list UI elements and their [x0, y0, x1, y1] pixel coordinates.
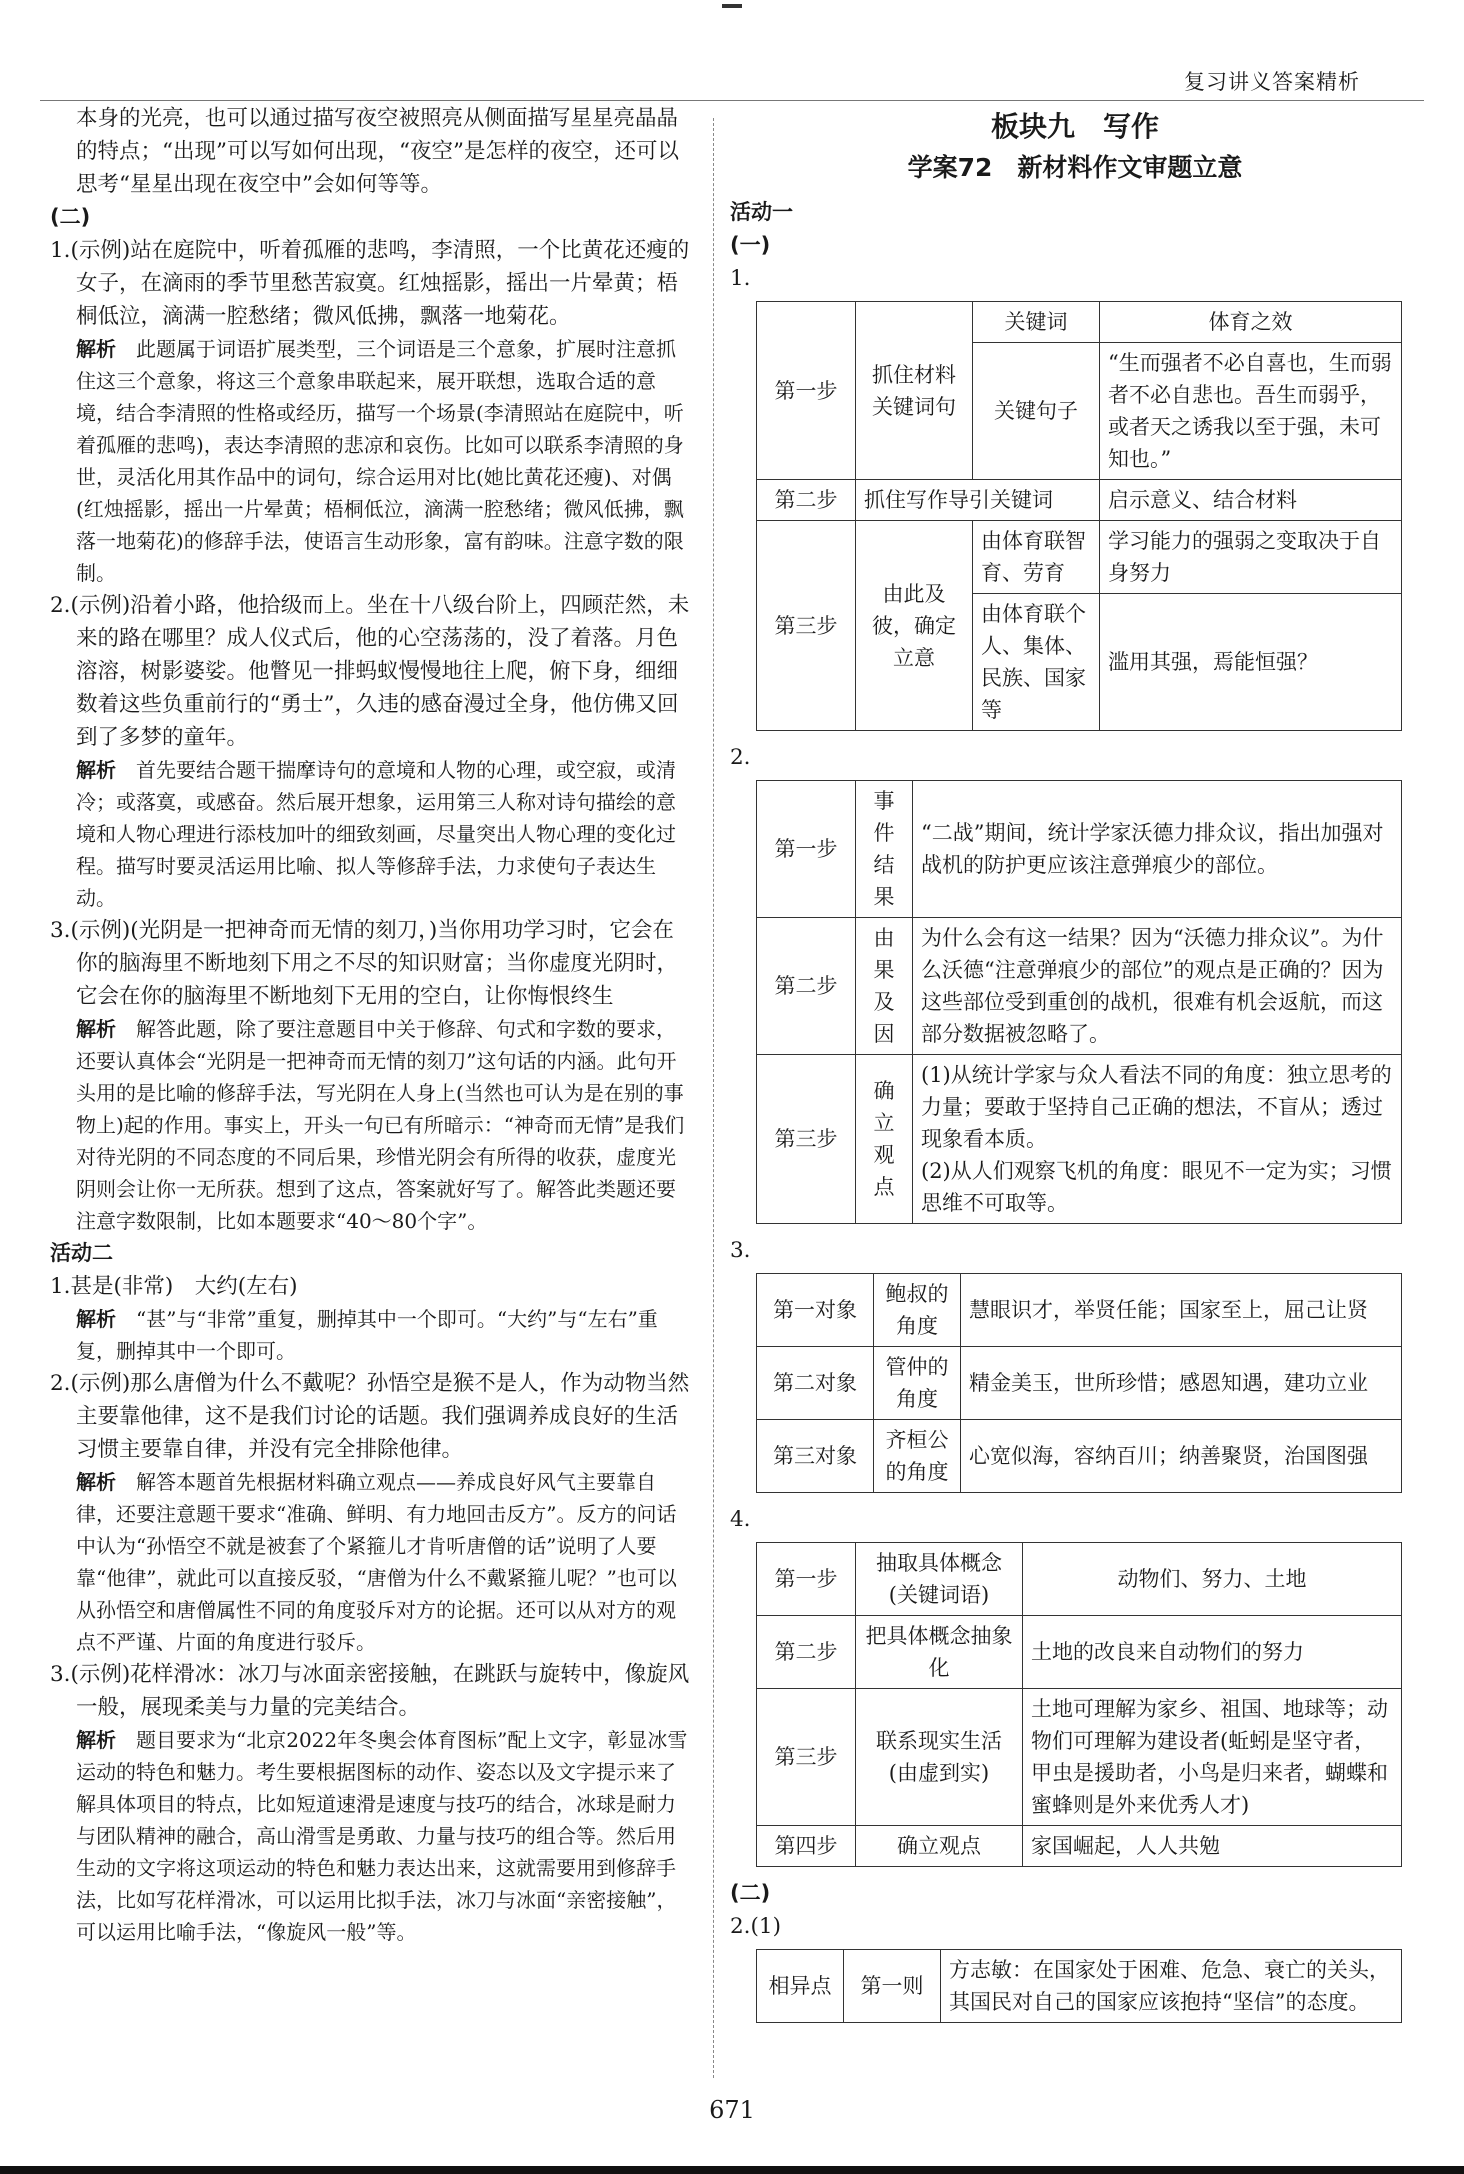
t2-content-line2: (2)从人们观察飞机的角度：眼见不一定为实；习惯思维不可取等。: [921, 1159, 1392, 1215]
t4-content: 土地可理解为家乡、祖国、地球等；动物们可理解为建设者(蚯蚓是坚守者，甲虫是援助者，小鸟是归来者，蝴蝶和蜜蜂则是外来优秀人才): [1023, 1689, 1402, 1826]
t4-content: 土地的改良来自动物们的努力: [1023, 1616, 1402, 1689]
analysis-text: 首先要结合题干揣摩诗句的意境和人物的心理，或空寂，或清冷；或落寞，或感奋。然后展开想象，运用第三人称对诗句描绘的意境和人物心理进行添枝加叶的细致刻画，尽量突出人物心理的变化过程。描写时要灵活运用比喻、拟人等修辞手法，力求使句子表达生动。: [76, 758, 676, 910]
t1-step3-a: 由体育联智育、劳育: [973, 521, 1100, 594]
analysis-label: 解析: [76, 758, 116, 782]
act2-analysis-3: [50, 1724, 690, 1948]
answer-2: [50, 589, 690, 754]
block-title: 板块九 写作: [990, 110, 1159, 143]
answer-num: 1.: [50, 1274, 71, 1299]
t1-step1-task: 抓住材料关键词句: [856, 302, 973, 480]
table-4-number: 4.: [730, 1507, 751, 1532]
answer-num: 3.: [50, 1662, 71, 1687]
answer-text: (示例)沿着小路，他拾级而上。坐在十八级台阶上，四顾茫然，未来的路在哪里？成人仪式后，他的心空荡荡的，没了着落。月色溶溶，树影婆娑。他瞥见一排蚂蚁慢慢地往上爬，俯下身，细细数着这些负重前行的“勇士”，久违的感奋漫过全身，他仿佛又回到了多梦的童年。: [70, 593, 690, 750]
answer-3: [50, 914, 690, 1013]
act2-analysis-1: [50, 1303, 690, 1367]
analysis-label: 解析: [76, 337, 116, 361]
t1-header-keyword: 关键词: [973, 302, 1100, 343]
t1-step3-a-content: 学习能力的强弱之变取决于自身努力: [1100, 521, 1402, 594]
analysis-3: [50, 1013, 690, 1237]
answer-text: (示例)站在庭院中，听着孤雁的悲鸣，李清照，一个比黄花还瘦的女子，在滴雨的季节里愁苦寂寞。红烛摇影，摇出一片晕黄；梧桐低泣，滴满一腔愁绪；微风低拂，飘落一地菊花。: [70, 238, 690, 329]
t4-step: 第二步: [757, 1616, 856, 1689]
t3-content: 精金美玉，世所珍惜；感恩知遇，建功立业: [961, 1347, 1402, 1420]
t1-step2-task: 抓住写作导引关键词: [856, 480, 1100, 521]
t4-task: 确立观点: [856, 1826, 1023, 1867]
table-5-number: 2.(1): [730, 1914, 781, 1939]
t1-step2: 第二步: [757, 480, 856, 521]
t1-step3: 第三步: [757, 521, 856, 731]
top-mark: [722, 4, 742, 8]
t4-task: 把具体概念抽象化: [856, 1616, 1023, 1689]
analysis-label: 解析: [76, 1728, 116, 1752]
analysis-label: 解析: [76, 1470, 116, 1494]
t2-label: 确立观点: [856, 1055, 913, 1224]
t2-step: 第一步: [757, 781, 856, 918]
t2-content: [913, 1055, 1402, 1224]
analysis-text: “甚”与“非常”重复，删掉其中一个即可。“大约”与“左右”重复，删掉其中一个即可。: [76, 1307, 658, 1363]
lesson-title: 学案72 新材料作文审题立意: [907, 153, 1243, 182]
activity-2-heading: 活动二: [50, 1241, 113, 1265]
t1-header-effect: 体育之效: [1100, 302, 1402, 343]
table-1: [756, 301, 1402, 731]
analysis-text: 解答此题，除了要注意题目中关于修辞、句式和字数的要求，还要认真体会“光阴是一把神奇而无情的刻刀”这句话的内涵。此句开头用的是比喻的修辞手法，写光阴在人身上(当然也可认为是在别的事物上)起的作用。事实上，开头一句已有所暗示：“神奇而无情”是我们对待光阴的不同态度的不同后果，珍惜光阴会有所得的收获，虚度光阴则会让你一无所获。想到了这点，答案就好写了。解答此类题还要注意字数限制，比如本题要求“40～80个字”。: [76, 1017, 685, 1233]
answer-num: 2.: [50, 593, 71, 618]
t1-step1-kind: 关键句子: [973, 343, 1100, 480]
t3-angle: 管仲的角度: [874, 1347, 961, 1420]
t3-object: 第二对象: [757, 1347, 874, 1420]
answer-1: [50, 234, 690, 333]
t2-label: 事件结果: [856, 781, 913, 918]
t2-step: 第三步: [757, 1055, 856, 1224]
t3-object: 第三对象: [757, 1420, 874, 1493]
answer-num: 3.: [50, 918, 71, 943]
analysis-label: 解析: [76, 1307, 116, 1331]
act2-analysis-2: [50, 1466, 690, 1658]
t1-step3-task: 由此及彼，确定立意: [856, 521, 973, 731]
act2-answer-3: [50, 1658, 690, 1724]
t1-step1-content: “生而强者不必自喜也，生而弱者不必自悲也。吾生而弱乎，或者天之诱我以至于强，未可知也。”: [1100, 343, 1402, 480]
t2-content: 为什么会有这一结果？因为“沃德力排众议”。为什么沃德“注意弹痕少的部位”的观点是正确的？因为这些部位受到重创的战机，很难有机会返航，而这部分数据被忽略了。: [913, 918, 1402, 1055]
act2-answer-2: [50, 1367, 690, 1466]
t2-label: 由果及因: [856, 918, 913, 1055]
t1-step3-b-content: 滥用其强，焉能恒强？: [1100, 594, 1402, 731]
running-header: 复习讲义答案精析: [1184, 70, 1360, 94]
answer-text: (示例)(光阴是一把神奇而无情的刻刀，)当你用功学习时，它会在你的脑海里不断地刻下用之不尽的知识财富；当你虚度光阴时，它会在你的脑海里不断地刻下无用的空白，让你悔恨终生: [70, 918, 679, 1009]
t3-object: 第一对象: [757, 1274, 874, 1347]
analysis-2: [50, 754, 690, 914]
right-column: [730, 102, 1420, 2033]
column-divider: [713, 118, 714, 2078]
t3-content: 心宽似海，容纳百川；纳善聚贤，治国图强: [961, 1420, 1402, 1493]
intro-paragraph: 本身的光亮，也可以通过描写夜空被照亮从侧面描写星星亮晶晶的特点；“出现”可以写如何出现，“夜空”是怎样的夜空，还可以思考“星星出现在夜空中”会如何等等。: [76, 106, 679, 197]
page-number: 671: [709, 2096, 755, 2124]
table-2: [756, 780, 1402, 1224]
t4-content: 家国崛起，人人共勉: [1023, 1826, 1402, 1867]
t5-label: 相异点: [757, 1950, 844, 2023]
table-4: [756, 1542, 1402, 1867]
t1-step1: 第一步: [757, 302, 856, 480]
activity-1-heading: 活动一: [730, 200, 793, 224]
table-5: [756, 1949, 1402, 2023]
t3-angle: 鲍叔的角度: [874, 1274, 961, 1347]
analysis-label: 解析: [76, 1017, 116, 1041]
t4-task: 抽取具体概念(关键词语): [856, 1543, 1023, 1616]
table-2-number: 2.: [730, 745, 751, 770]
t2-step: 第二步: [757, 918, 856, 1055]
t5-which: 第一则: [844, 1950, 941, 2023]
analysis-1: [50, 333, 690, 589]
t4-task: 联系现实生活(由虚到实): [856, 1689, 1023, 1826]
t4-content: 动物们、努力、土地: [1023, 1543, 1402, 1616]
act2-answer-1: [50, 1270, 690, 1303]
t1-step3-b: 由体育联个人、集体、民族、国家等: [973, 594, 1100, 731]
table-3-number: 3.: [730, 1238, 751, 1263]
sub-2-heading: (二): [730, 1881, 771, 1905]
answer-text: 甚是(非常) 大约(左右): [70, 1274, 298, 1299]
analysis-text: 题目要求为“北京2022年冬奥会体育图标”配上文字，彰显冰雪运动的特色和魅力。考生要根据图标的动作、姿态以及文字提示来了解具体项目的特点，比如短道速滑是速度与技巧的结合，冰球是耐力与团队精神的融合，高山滑雪是勇敢、力量与技巧的组合等。然后用生动的文字将这项运动的特色和魅力表达出来，这就需要用到修辞手法，比如写花样滑冰，可以运用比拟手法，冰刀与冰面“亲密接触”，可以运用比喻手法，“像旋风一般”等。: [76, 1728, 688, 1944]
t1-step2-content: 启示意义、结合材料: [1100, 480, 1402, 521]
t5-content: 方志敏：在国家处于困难、危急、衰亡的关头，其国民对自己的国家应该抱持“坚信”的态度。: [941, 1950, 1402, 2023]
answer-text: (示例)那么唐僧为什么不戴呢？孙悟空是猴不是人，作为动物当然主要靠他律，这不是我们讨论的话题。我们强调养成良好的生活习惯主要靠自律，并没有完全排除他律。: [70, 1371, 690, 1462]
answer-num: 1.: [50, 238, 71, 263]
table-3: [756, 1273, 1402, 1493]
t2-content-line1: (1)从统计学家与众人看法不同的角度：独立思考的力量；要敢于坚持自己正确的想法，不盲从；透过现象看本质。: [921, 1063, 1392, 1151]
answer-text: (示例)花样滑冰：冰刀与冰面亲密接触，在跳跃与旋转中，像旋风一般，展现柔美与力量的完美结合。: [70, 1662, 690, 1720]
section-2-heading: (二): [50, 205, 91, 229]
answer-num: 2.: [50, 1371, 71, 1396]
bottom-bar: [0, 2166, 1464, 2174]
analysis-text: 解答本题首先根据材料确立观点——养成良好风气主要靠自律，还要注意题干要求“准确、鲜明、有力地回击反方”。反方的问话中认为“孙悟空不就是被套了个紧箍儿才肯听唐僧的话”说明了人要靠“他律”，就此可以直接反驳，“唐僧为什么不戴紧箍儿呢？”也可以从孙悟空和唐僧属性不同的角度驳斥对方的论据。还可以从对方的观点不严谨、片面的角度进行驳斥。: [76, 1470, 677, 1654]
header-rule: [40, 100, 1424, 101]
t3-angle: 齐桓公的角度: [874, 1420, 961, 1493]
left-column: [50, 102, 690, 1948]
t4-step: 第三步: [757, 1689, 856, 1826]
t3-content: 慧眼识才，举贤任能；国家至上，屈己让贤: [961, 1274, 1402, 1347]
t4-step: 第一步: [757, 1543, 856, 1616]
sub-1-heading: (一): [730, 233, 771, 257]
t4-step: 第四步: [757, 1826, 856, 1867]
analysis-text: 此题属于词语扩展类型，三个词语是三个意象，扩展时注意抓住这三个意象，将这三个意象串联起来，展开联想，选取合适的意境，结合李清照的性格或经历，描写一个场景(李清照站在庭院中，听着孤雁的悲鸣)，表达李清照的悲凉和哀伤。比如可以联系李清照的身世，灵活化用其作品中的词句，综合运用对比(她比黄花还瘦)、对偶(红烛摇影，摇出一片晕黄；梧桐低泣，滴满一腔愁绪；微风低拂，飘落一地菊花)的修辞手法，使语言生动形象，富有韵味。注意字数的限制。: [76, 337, 684, 585]
t2-content: “二战”期间，统计学家沃德力排众议，指出加强对战机的防护更应该注意弹痕少的部位。: [913, 781, 1402, 918]
table-1-number: 1.: [730, 266, 751, 291]
